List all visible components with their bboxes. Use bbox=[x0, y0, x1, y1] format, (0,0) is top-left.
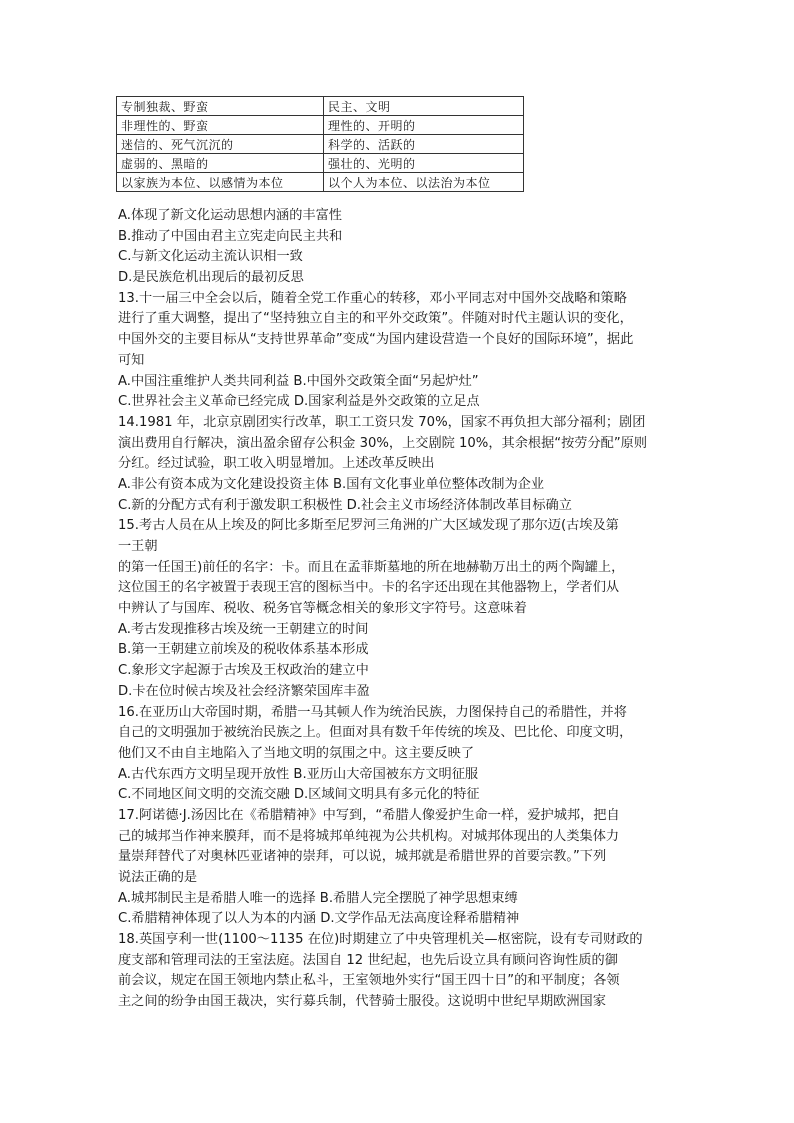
table-cell: 以家族为本位、以感情为本位 bbox=[117, 173, 324, 192]
table-cell: 以个人为本位、以法治为本位 bbox=[324, 173, 524, 192]
text-line: 主之间的纷争由国王裁决，实行募兵制，代替骑士服役。这说明中世纪早期欧洲国家 bbox=[118, 994, 606, 1010]
table-cell: 理性的、开明的 bbox=[324, 116, 524, 135]
table-row bbox=[117, 173, 524, 192]
text-line: 量崇拜替代了对奥林匹亚诸神的崇拜，可以说，城邦就是希腊世界的首要宗教。”下列 bbox=[118, 849, 607, 865]
text-line: 15.考古人员在从上埃及的阿比多斯至尼罗河三角洲的广大区域发现了那尔迈(古埃及第 bbox=[118, 518, 619, 534]
text-line: A.古代东西方文明呈现开放性 B.亚历山大帝国被东方文明征服 bbox=[118, 766, 479, 782]
text-line: 度支部和管理司法的王室法庭。法国自 12 世纪起，也先后设立具有顾问咨询性质的御 bbox=[118, 952, 618, 968]
text-line: 13.十一届三中全会以后，随着全党工作重心的转移，邓小平同志对中国外交战略和策略 bbox=[118, 290, 627, 306]
text-line: 这位国王的名字被置于表现王宫的图标当中。卡的名字还出现在其他器物上，学者们从 bbox=[118, 580, 620, 596]
text-line: 分红。经过试验，职工收入明显增加。上述改革反映出 bbox=[118, 456, 435, 472]
question-text bbox=[118, 206, 678, 1013]
text-line: 他们又不由自主地陷入了当地文明的氛围之中。这主要反映了 bbox=[118, 745, 475, 761]
table-cell: 民主、文明 bbox=[324, 97, 524, 116]
text-line: A.城邦制民主是希腊人唯一的选择 B.希腊人完全摆脱了神学思想束缚 bbox=[118, 890, 518, 906]
text-line: 16.在亚历山大帝国时期，希腊一马其顿人作为统治民族，力图保持自己的希腊性，并将 bbox=[118, 704, 627, 720]
text-line: A.考古发现推移古埃及统一王朝建立的时间 bbox=[118, 621, 369, 637]
text-line: 说法正确的是 bbox=[118, 870, 198, 885]
text-line: C.象形文字起源于古埃及王权政治的建立中 bbox=[118, 663, 369, 679]
table-cell: 迷信的、死气沉沉的 bbox=[117, 135, 324, 154]
text-line: A.非公有资本成为文化建设投资主体 B.国有文化事业单位整体改制为企业 bbox=[118, 476, 545, 492]
text-line: 的第一任国王)前任的名字：卡。而且在孟菲斯墓地的所在地赫勒万出土的两个陶罐上， bbox=[118, 559, 625, 575]
text-line: 14.1981 年，北京京剧团实行改革，职工工资只发 70%，国家不再负担大部分福利；剧团 bbox=[118, 414, 646, 430]
text-line: 可知 bbox=[118, 352, 145, 368]
table-row bbox=[117, 135, 524, 154]
table-cell: 专制独裁、野蛮 bbox=[117, 97, 324, 116]
text-line: B.推动了中国由君主立宪走向民主共和 bbox=[118, 228, 343, 244]
text-line: C.希腊精神体现了以人为本的内涵 D.文学作品无法高度诠释希腊精神 bbox=[118, 911, 520, 927]
text-line: C.世界社会主义革命已经完成 D.国家利益是外交政策的立足点 bbox=[118, 394, 480, 410]
text-line: 演出费用自行解决，演出盈余留存公积金 30%，上交剧院 10%，其余根据“按劳分配”原则 bbox=[118, 435, 648, 451]
text-line: D.是民族危机出现后的最初反思 bbox=[118, 270, 304, 286]
text-line: A.体现了新文化运动思想内涵的丰富性 bbox=[118, 208, 342, 223]
table-row bbox=[117, 116, 524, 135]
table-row bbox=[117, 97, 524, 116]
text-line: 18.英国亨利一世(1100～1135 在位)时期建立了中央管理机关—枢密院，设有专司财政的 bbox=[118, 932, 643, 948]
text-line: B.第一王朝建立前埃及的税收体系基本形成 bbox=[118, 642, 369, 658]
table-cell: 科学的、活跃的 bbox=[324, 135, 524, 154]
text-line: C.与新文化运动主流认识相一致 bbox=[118, 249, 303, 265]
text-line: A.中国注重维护人类共同利益 B.中国外交政策全面“另起炉灶” bbox=[118, 373, 479, 389]
text-line: 前会议，规定在国王领地内禁止私斗，王室领地外实行“国王四十日”的和平制度；各领 bbox=[118, 973, 620, 989]
text-line: C.新的分配方式有利于激发职工积极性 D.社会主义市场经济体制改革目标确立 bbox=[118, 497, 572, 513]
table-cell: 非理性的、野蛮 bbox=[117, 116, 324, 135]
text-line: C.不同地区间文明的交流交融 D.区域间文明具有多元化的特征 bbox=[118, 787, 480, 803]
table-cell: 强壮的、光明的 bbox=[324, 154, 524, 173]
text-line: 中国外交的主要目标从“支持世界革命”变成“为国内建设营造一个良好的国际环境”，据此 bbox=[118, 332, 634, 348]
text-line: 进行了重大调整，提出了“坚持独立自主的和平外交政策”。伴随对时代主题认识的变化， bbox=[118, 311, 633, 327]
text-line: 一王朝 bbox=[118, 539, 158, 554]
text-line: 自己的文明强加于被统治民族之上。但面对具有数千年传统的埃及、巴比伦、印度文明， bbox=[118, 725, 633, 741]
comparison-table bbox=[116, 96, 524, 192]
text-line: 己的城邦当作神来膜拜，而不是将城邦单纯视为公共机构。对城邦体现出的人类集体力 bbox=[118, 828, 620, 844]
table-cell: 虚弱的、黑暗的 bbox=[117, 154, 324, 173]
text-line: 17.阿诺德·J.汤因比在《希腊精神》中写到，“希腊人像爱护生命一样，爱护城邦，把自 bbox=[118, 807, 620, 823]
text-line: 中辨认了与国库、税收、税务官等概念相关的象形文字符号。这意味着 bbox=[118, 601, 527, 617]
text-line: D.卡在位时候古埃及社会经济繁荣国库丰盈 bbox=[118, 683, 370, 699]
table-row bbox=[117, 154, 524, 173]
